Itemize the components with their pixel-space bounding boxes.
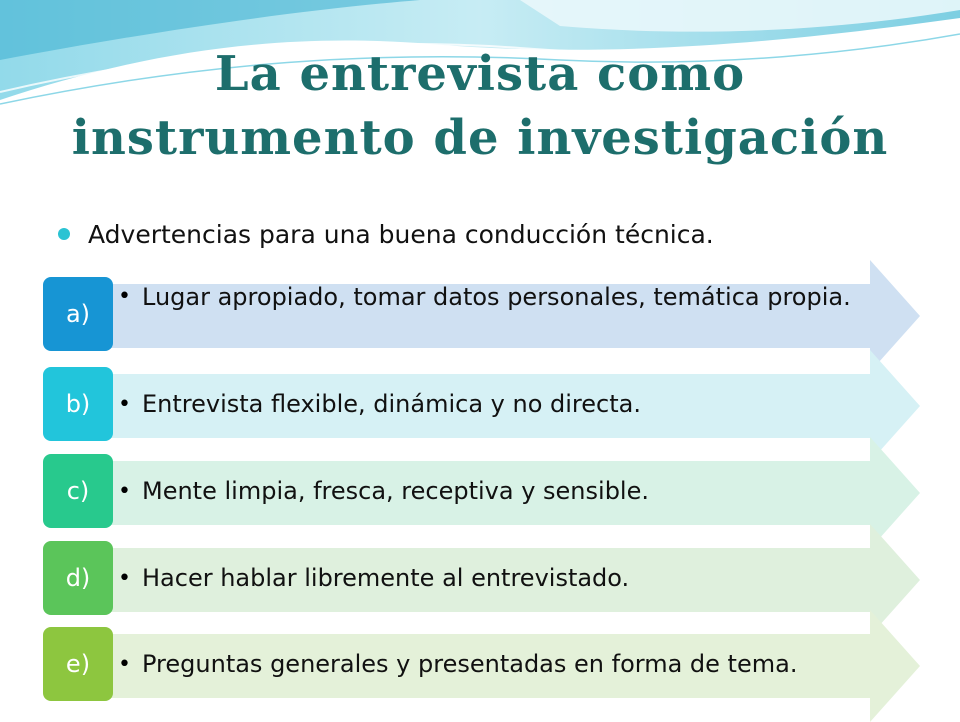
page-title [0, 42, 960, 170]
item-text: Hacer hablar libremente al entrevistado. [142, 564, 630, 592]
bullet-icon: • [118, 391, 131, 417]
list-item-a [40, 274, 925, 358]
item-text-block [118, 538, 888, 618]
bullet-icon: • [118, 565, 131, 591]
list-item-e [40, 624, 925, 708]
item-text-block [118, 451, 888, 531]
bullet-icon: • [118, 284, 131, 309]
item-letter-badge [43, 277, 113, 351]
item-text: Preguntas generales y presentadas en forma de tema. [142, 650, 798, 678]
item-letter: d) [65, 564, 91, 592]
item-letter-badge [43, 454, 113, 528]
list-item-c [40, 451, 925, 535]
subtitle-text: Advertencias para una buena conducción técnica. [88, 219, 714, 249]
title-line-2: instrumento de investigación [71, 110, 889, 166]
item-letter: c) [66, 477, 90, 505]
item-text: Entrevista flexible, dinámica y no directa. [142, 390, 641, 418]
bullet-icon: • [118, 478, 131, 504]
item-letter-badge [43, 541, 113, 615]
item-text-block [118, 624, 888, 704]
item-text: Lugar apropiado, tomar datos personales, temática propia. [142, 283, 851, 311]
item-text-block [118, 364, 888, 444]
item-letter: e) [65, 650, 91, 678]
subtitle-bullet [58, 214, 918, 254]
item-text: Mente limpia, fresca, receptiva y sensible. [142, 477, 649, 505]
bullet-icon: • [118, 651, 131, 677]
item-letter: a) [65, 300, 91, 328]
bullet-dot-icon [58, 228, 70, 240]
title-line-1: La entrevista como [214, 46, 746, 102]
item-letter-badge [43, 627, 113, 701]
item-letter-badge [43, 367, 113, 441]
item-letter: b) [65, 390, 91, 418]
list-item-b [40, 364, 925, 448]
